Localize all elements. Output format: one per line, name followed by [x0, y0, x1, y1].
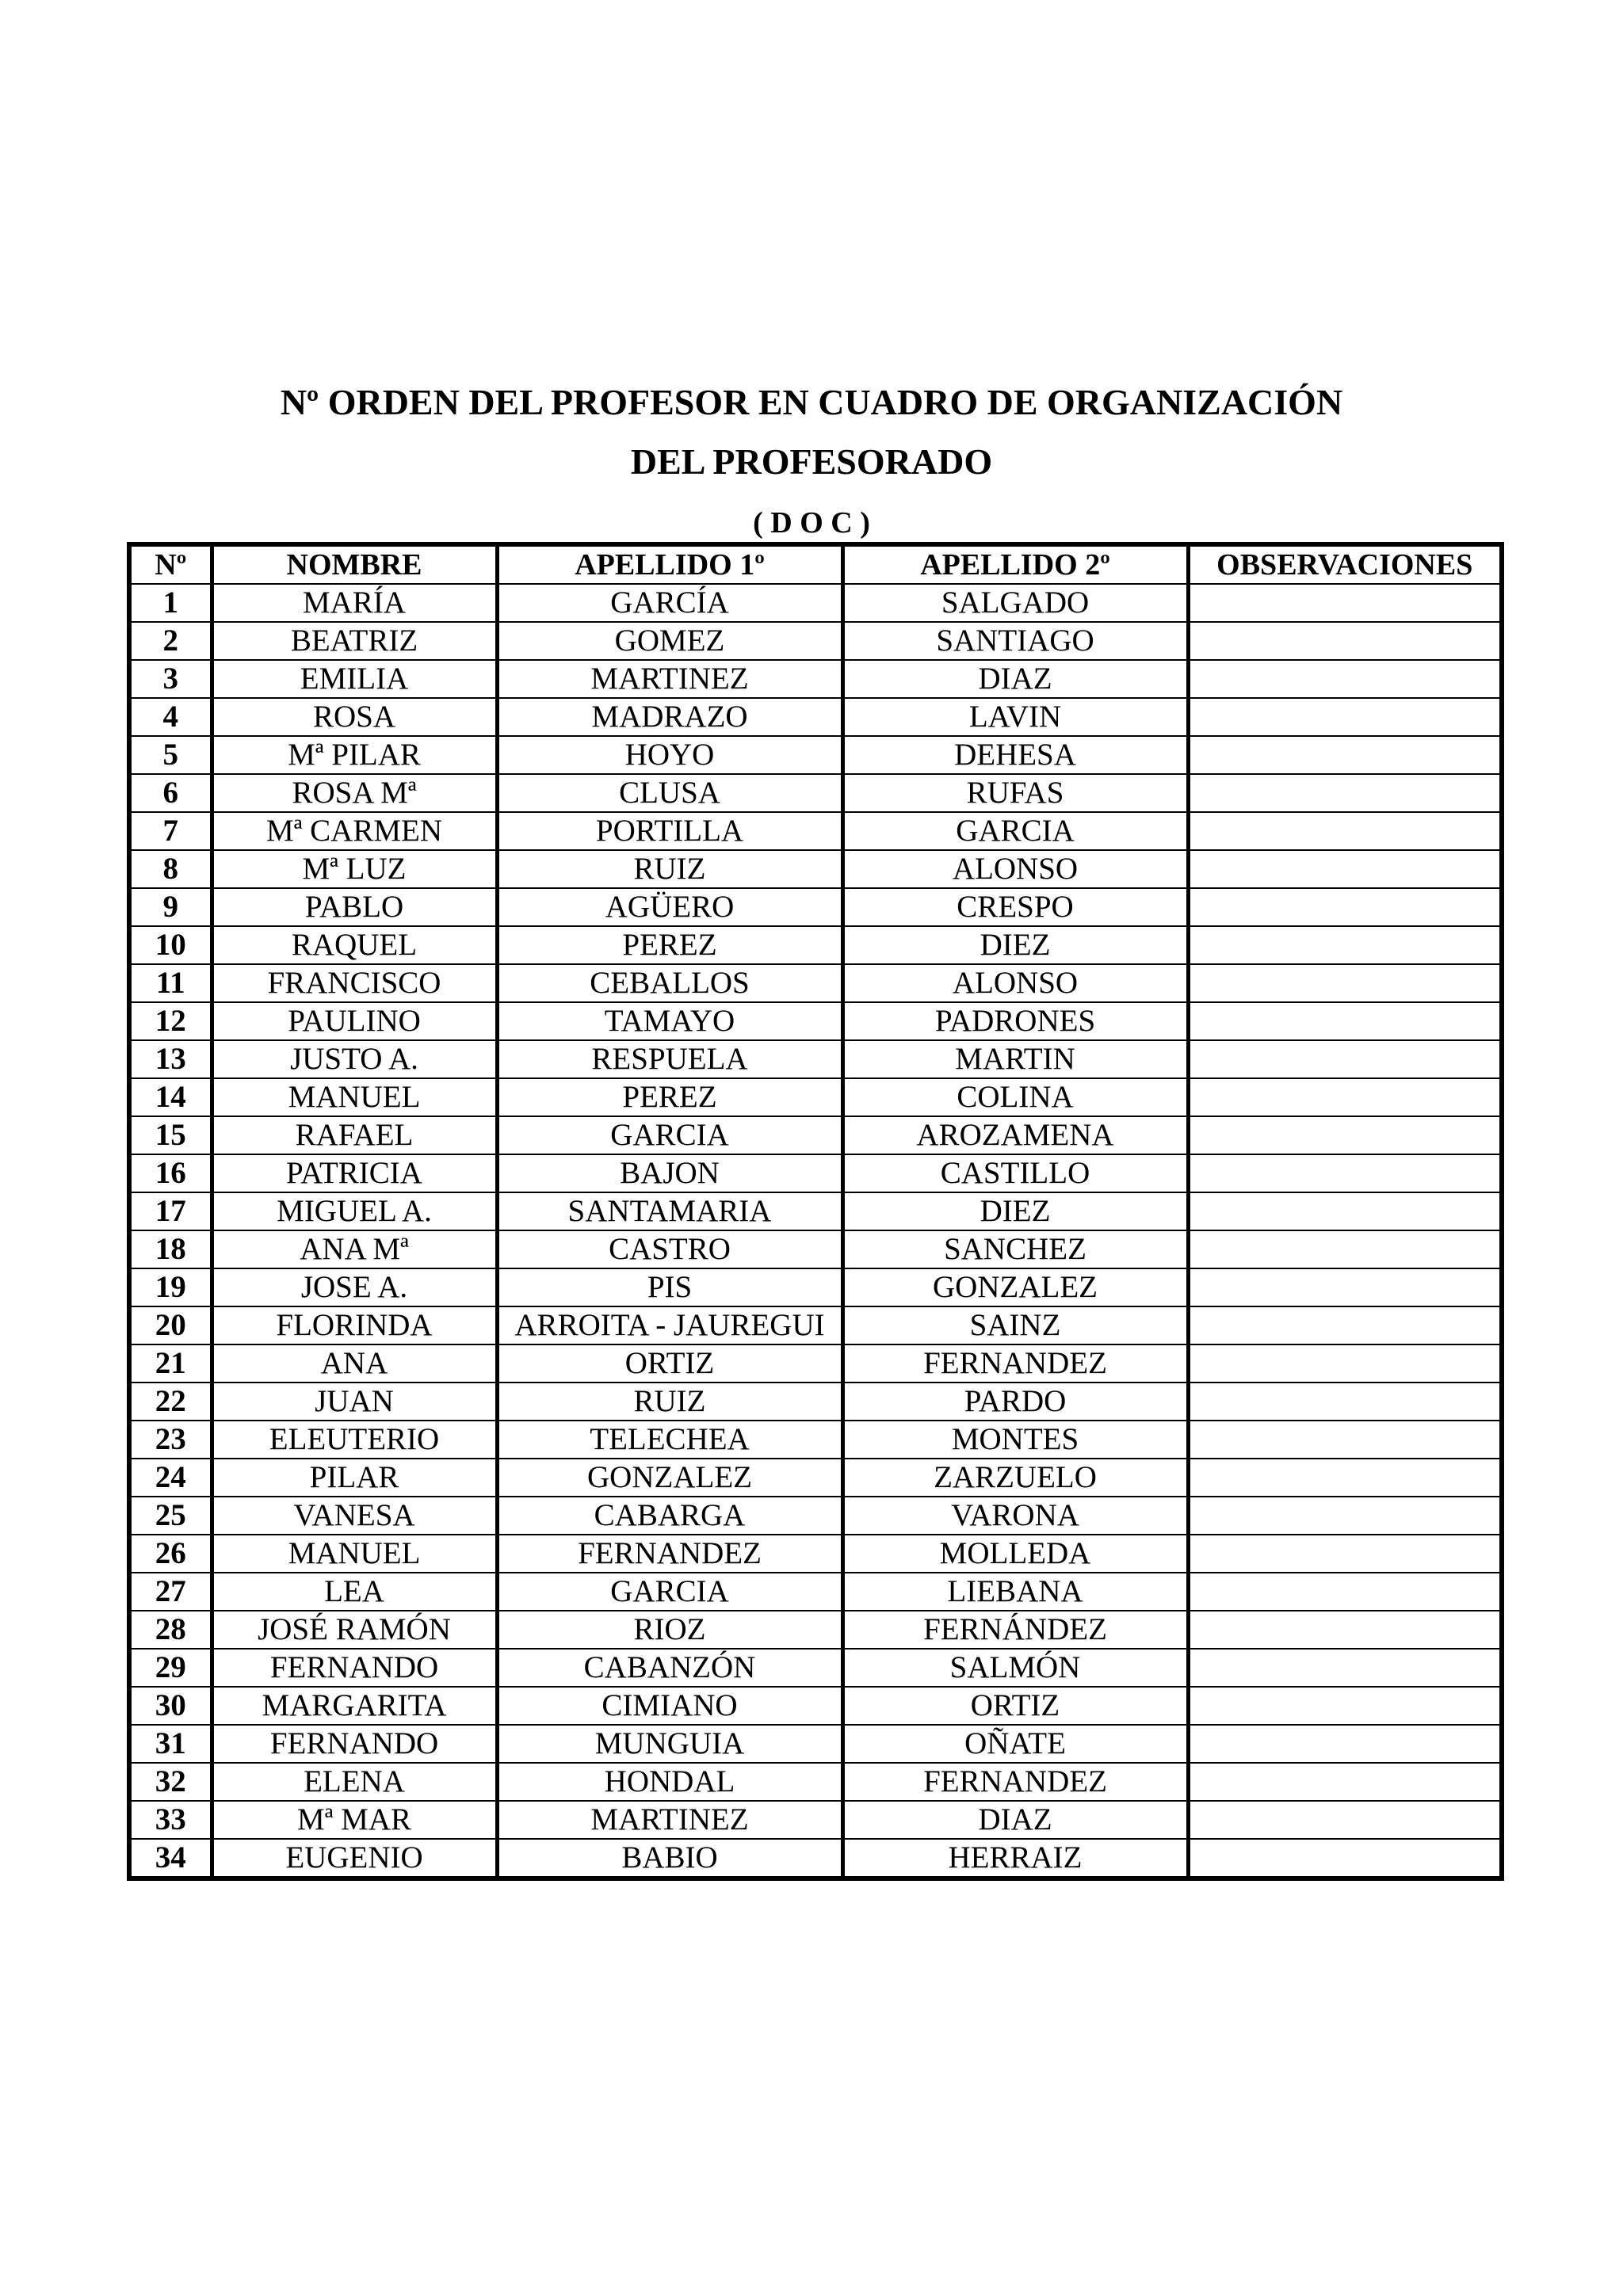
cell-apellido-2: DEHESA	[842, 736, 1188, 774]
cell-apellido-1: CABARGA	[497, 1497, 842, 1535]
cell-number: 8	[129, 850, 212, 888]
cell-apellido-2: SANCHEZ	[842, 1230, 1188, 1268]
cell-observaciones	[1188, 1383, 1502, 1421]
table-row	[129, 1611, 1502, 1649]
cell-number: 10	[129, 926, 212, 964]
cell-observaciones	[1188, 1801, 1502, 1839]
table-row	[129, 1192, 1502, 1230]
table-row	[129, 736, 1502, 774]
table-row	[129, 774, 1502, 812]
table-row	[129, 1687, 1502, 1725]
table-row	[129, 1649, 1502, 1687]
cell-apellido-2: MARTIN	[842, 1040, 1188, 1078]
cell-nombre: MANUEL	[212, 1535, 497, 1573]
cell-apellido-2: DIAZ	[842, 660, 1188, 698]
cell-apellido-1: CLUSA	[497, 774, 842, 812]
cell-apellido-2: DIEZ	[842, 1192, 1188, 1230]
cell-observaciones	[1188, 1421, 1502, 1459]
cell-apellido-2: RUFAS	[842, 774, 1188, 812]
cell-apellido-2: ORTIZ	[842, 1687, 1188, 1725]
cell-nombre: EUGENIO	[212, 1839, 497, 1878]
cell-number: 6	[129, 774, 212, 812]
cell-apellido-1: RESPUELA	[497, 1040, 842, 1078]
header-apellido-1: APELLIDO 1º	[497, 544, 842, 584]
table-row	[129, 1497, 1502, 1535]
cell-number: 16	[129, 1154, 212, 1192]
cell-apellido-2: AROZAMENA	[842, 1116, 1188, 1154]
cell-observaciones	[1188, 1078, 1502, 1116]
cell-number: 33	[129, 1801, 212, 1839]
table-row	[129, 660, 1502, 698]
table-row	[129, 1154, 1502, 1192]
cell-number: 27	[129, 1573, 212, 1611]
table-row	[129, 1116, 1502, 1154]
table-row	[129, 1002, 1502, 1040]
table-row	[129, 1725, 1502, 1763]
cell-observaciones	[1188, 584, 1502, 622]
cell-number: 17	[129, 1192, 212, 1230]
table-row	[129, 1383, 1502, 1421]
cell-apellido-2: GONZALEZ	[842, 1268, 1188, 1306]
cell-nombre: ROSA Mª	[212, 774, 497, 812]
table-row	[129, 1344, 1502, 1383]
cell-nombre: Mª MAR	[212, 1801, 497, 1839]
table-row	[129, 1421, 1502, 1459]
cell-observaciones	[1188, 622, 1502, 660]
cell-nombre: PATRICIA	[212, 1154, 497, 1192]
table-row	[129, 812, 1502, 850]
cell-apellido-1: TAMAYO	[497, 1002, 842, 1040]
cell-apellido-2: MOLLEDA	[842, 1535, 1188, 1573]
cell-observaciones	[1188, 660, 1502, 698]
table-row	[129, 1306, 1502, 1344]
cell-observaciones	[1188, 1154, 1502, 1192]
cell-number: 22	[129, 1383, 212, 1421]
cell-apellido-1: MARTINEZ	[497, 660, 842, 698]
header-number: Nº	[129, 544, 212, 584]
cell-number: 25	[129, 1497, 212, 1535]
cell-apellido-2: HERRAIZ	[842, 1839, 1188, 1878]
cell-nombre: Mª LUZ	[212, 850, 497, 888]
table-row	[129, 584, 1502, 622]
table-row	[129, 1573, 1502, 1611]
cell-apellido-1: MUNGUIA	[497, 1725, 842, 1763]
cell-observaciones	[1188, 1040, 1502, 1078]
cell-nombre: FRANCISCO	[212, 964, 497, 1002]
cell-number: 28	[129, 1611, 212, 1649]
cell-apellido-1: RIOZ	[497, 1611, 842, 1649]
cell-observaciones	[1188, 1573, 1502, 1611]
cell-apellido-2: VARONA	[842, 1497, 1188, 1535]
cell-apellido-1: GOMEZ	[497, 622, 842, 660]
cell-apellido-1: HONDAL	[497, 1763, 842, 1801]
table-row	[129, 926, 1502, 964]
cell-nombre: ANA Mª	[212, 1230, 497, 1268]
cell-apellido-1: FERNANDEZ	[497, 1535, 842, 1573]
cell-apellido-2: SALMÓN	[842, 1649, 1188, 1687]
cell-apellido-2: CRESPO	[842, 888, 1188, 926]
cell-nombre: FERNANDO	[212, 1649, 497, 1687]
cell-number: 7	[129, 812, 212, 850]
cell-apellido-1: ORTIZ	[497, 1344, 842, 1383]
cell-nombre: BEATRIZ	[212, 622, 497, 660]
cell-apellido-2: SAINZ	[842, 1306, 1188, 1344]
cell-observaciones	[1188, 812, 1502, 850]
cell-nombre: JUAN	[212, 1383, 497, 1421]
cell-number: 23	[129, 1421, 212, 1459]
cell-number: 5	[129, 736, 212, 774]
cell-number: 13	[129, 1040, 212, 1078]
table-row	[129, 1040, 1502, 1078]
cell-nombre: RAFAEL	[212, 1116, 497, 1154]
table-row	[129, 850, 1502, 888]
cell-observaciones	[1188, 1306, 1502, 1344]
cell-observaciones	[1188, 1611, 1502, 1649]
cell-number: 19	[129, 1268, 212, 1306]
cell-nombre: MIGUEL A.	[212, 1192, 497, 1230]
cell-nombre: RAQUEL	[212, 926, 497, 964]
cell-nombre: ELEUTERIO	[212, 1421, 497, 1459]
cell-apellido-2: PADRONES	[842, 1002, 1188, 1040]
cell-number: 14	[129, 1078, 212, 1116]
cell-apellido-2: DIEZ	[842, 926, 1188, 964]
cell-number: 32	[129, 1763, 212, 1801]
cell-number: 12	[129, 1002, 212, 1040]
header-nombre: NOMBRE	[212, 544, 497, 584]
cell-observaciones	[1188, 926, 1502, 964]
cell-nombre: FERNANDO	[212, 1725, 497, 1763]
cell-observaciones	[1188, 1725, 1502, 1763]
cell-nombre: ROSA	[212, 698, 497, 736]
cell-apellido-2: COLINA	[842, 1078, 1188, 1116]
cell-apellido-2: ZARZUELO	[842, 1459, 1188, 1497]
cell-nombre: PABLO	[212, 888, 497, 926]
table-row	[129, 698, 1502, 736]
cell-apellido-1: MARTINEZ	[497, 1801, 842, 1839]
cell-number: 11	[129, 964, 212, 1002]
cell-nombre: PILAR	[212, 1459, 497, 1497]
cell-apellido-2: FERNÁNDEZ	[842, 1611, 1188, 1649]
cell-number: 15	[129, 1116, 212, 1154]
cell-observaciones	[1188, 1649, 1502, 1687]
cell-observaciones	[1188, 1497, 1502, 1535]
cell-number: 29	[129, 1649, 212, 1687]
cell-apellido-1: PORTILLA	[497, 812, 842, 850]
cell-apellido-2: CASTILLO	[842, 1154, 1188, 1192]
table-row	[129, 1801, 1502, 1839]
cell-nombre: Mª CARMEN	[212, 812, 497, 850]
cell-nombre: JOSÉ RAMÓN	[212, 1611, 497, 1649]
cell-apellido-2: MONTES	[842, 1421, 1188, 1459]
cell-nombre: JUSTO A.	[212, 1040, 497, 1078]
table-row	[129, 1078, 1502, 1116]
cell-observaciones	[1188, 1459, 1502, 1497]
table-row	[129, 964, 1502, 1002]
cell-apellido-2: GARCIA	[842, 812, 1188, 850]
cell-apellido-1: TELECHEA	[497, 1421, 842, 1459]
cell-nombre: LEA	[212, 1573, 497, 1611]
cell-apellido-1: GARCIA	[497, 1573, 842, 1611]
document-title-line-2: DEL PROFESORADO	[630, 441, 993, 482]
table-row	[129, 1459, 1502, 1497]
cell-apellido-1: BABIO	[497, 1839, 842, 1878]
cell-number: 20	[129, 1306, 212, 1344]
cell-apellido-1: PEREZ	[497, 926, 842, 964]
cell-number: 4	[129, 698, 212, 736]
cell-apellido-1: HOYO	[497, 736, 842, 774]
cell-apellido-1: CIMIANO	[497, 1687, 842, 1725]
cell-apellido-1: PEREZ	[497, 1078, 842, 1116]
cell-nombre: ELENA	[212, 1763, 497, 1801]
cell-number: 3	[129, 660, 212, 698]
document-subtitle: ( D O C )	[753, 506, 870, 540]
table-row	[129, 622, 1502, 660]
cell-nombre: MARÍA	[212, 584, 497, 622]
cell-apellido-2: FERNANDEZ	[842, 1344, 1188, 1383]
cell-nombre: FLORINDA	[212, 1306, 497, 1344]
cell-number: 2	[129, 622, 212, 660]
cell-nombre: PAULINO	[212, 1002, 497, 1040]
cell-apellido-2: PARDO	[842, 1383, 1188, 1421]
cell-number: 9	[129, 888, 212, 926]
cell-apellido-2: OÑATE	[842, 1725, 1188, 1763]
cell-apellido-2: LAVIN	[842, 698, 1188, 736]
teacher-order-table	[127, 542, 1504, 1881]
cell-nombre: EMILIA	[212, 660, 497, 698]
cell-apellido-1: CASTRO	[497, 1230, 842, 1268]
cell-nombre: JOSE A.	[212, 1268, 497, 1306]
cell-apellido-2: LIEBANA	[842, 1573, 1188, 1611]
cell-apellido-2: SALGADO	[842, 584, 1188, 622]
cell-apellido-1: CABANZÓN	[497, 1649, 842, 1687]
cell-observaciones	[1188, 1230, 1502, 1268]
cell-number: 26	[129, 1535, 212, 1573]
cell-nombre: Mª PILAR	[212, 736, 497, 774]
cell-number: 31	[129, 1725, 212, 1763]
cell-apellido-1: MADRAZO	[497, 698, 842, 736]
cell-apellido-2: ALONSO	[842, 964, 1188, 1002]
cell-apellido-2: ALONSO	[842, 850, 1188, 888]
cell-observaciones	[1188, 1192, 1502, 1230]
cell-nombre: VANESA	[212, 1497, 497, 1535]
cell-observaciones	[1188, 774, 1502, 812]
cell-apellido-1: PIS	[497, 1268, 842, 1306]
cell-apellido-1: BAJON	[497, 1154, 842, 1192]
cell-observaciones	[1188, 850, 1502, 888]
table-header-row	[129, 544, 1502, 584]
table-row	[129, 888, 1502, 926]
cell-observaciones	[1188, 698, 1502, 736]
cell-apellido-1: GONZALEZ	[497, 1459, 842, 1497]
cell-apellido-1: ARROITA - JAUREGUI	[497, 1306, 842, 1344]
table-row	[129, 1763, 1502, 1801]
cell-observaciones	[1188, 1344, 1502, 1383]
cell-nombre: MANUEL	[212, 1078, 497, 1116]
cell-number: 24	[129, 1459, 212, 1497]
cell-apellido-1: RUIZ	[497, 850, 842, 888]
cell-apellido-1: SANTAMARIA	[497, 1192, 842, 1230]
cell-apellido-2: DIAZ	[842, 1801, 1188, 1839]
cell-number: 18	[129, 1230, 212, 1268]
cell-nombre: MARGARITA	[212, 1687, 497, 1725]
cell-observaciones	[1188, 964, 1502, 1002]
cell-apellido-1: AGÜERO	[497, 888, 842, 926]
cell-apellido-1: CEBALLOS	[497, 964, 842, 1002]
cell-apellido-1: RUIZ	[497, 1383, 842, 1421]
table-row	[129, 1839, 1502, 1878]
cell-apellido-2: SANTIAGO	[842, 622, 1188, 660]
cell-observaciones	[1188, 1002, 1502, 1040]
cell-apellido-1: GARCÍA	[497, 584, 842, 622]
table-body	[129, 584, 1502, 1878]
cell-number: 21	[129, 1344, 212, 1383]
cell-apellido-1: GARCIA	[497, 1116, 842, 1154]
cell-observaciones	[1188, 1116, 1502, 1154]
cell-observaciones	[1188, 736, 1502, 774]
cell-number: 30	[129, 1687, 212, 1725]
cell-observaciones	[1188, 1535, 1502, 1573]
cell-observaciones	[1188, 1687, 1502, 1725]
cell-observaciones	[1188, 1763, 1502, 1801]
cell-observaciones	[1188, 1839, 1502, 1878]
cell-number: 34	[129, 1839, 212, 1878]
table-row	[129, 1268, 1502, 1306]
table-row	[129, 1230, 1502, 1268]
table-row	[129, 1535, 1502, 1573]
cell-number: 1	[129, 584, 212, 622]
cell-nombre: ANA	[212, 1344, 497, 1383]
cell-apellido-2: FERNANDEZ	[842, 1763, 1188, 1801]
cell-observaciones	[1188, 888, 1502, 926]
document-title-line-1: Nº ORDEN DEL PROFESOR EN CUADRO DE ORGANIZACIÓN	[280, 382, 1343, 422]
header-observaciones: OBSERVACIONES	[1188, 544, 1502, 584]
header-apellido-2: APELLIDO 2º	[842, 544, 1188, 584]
cell-observaciones	[1188, 1268, 1502, 1306]
